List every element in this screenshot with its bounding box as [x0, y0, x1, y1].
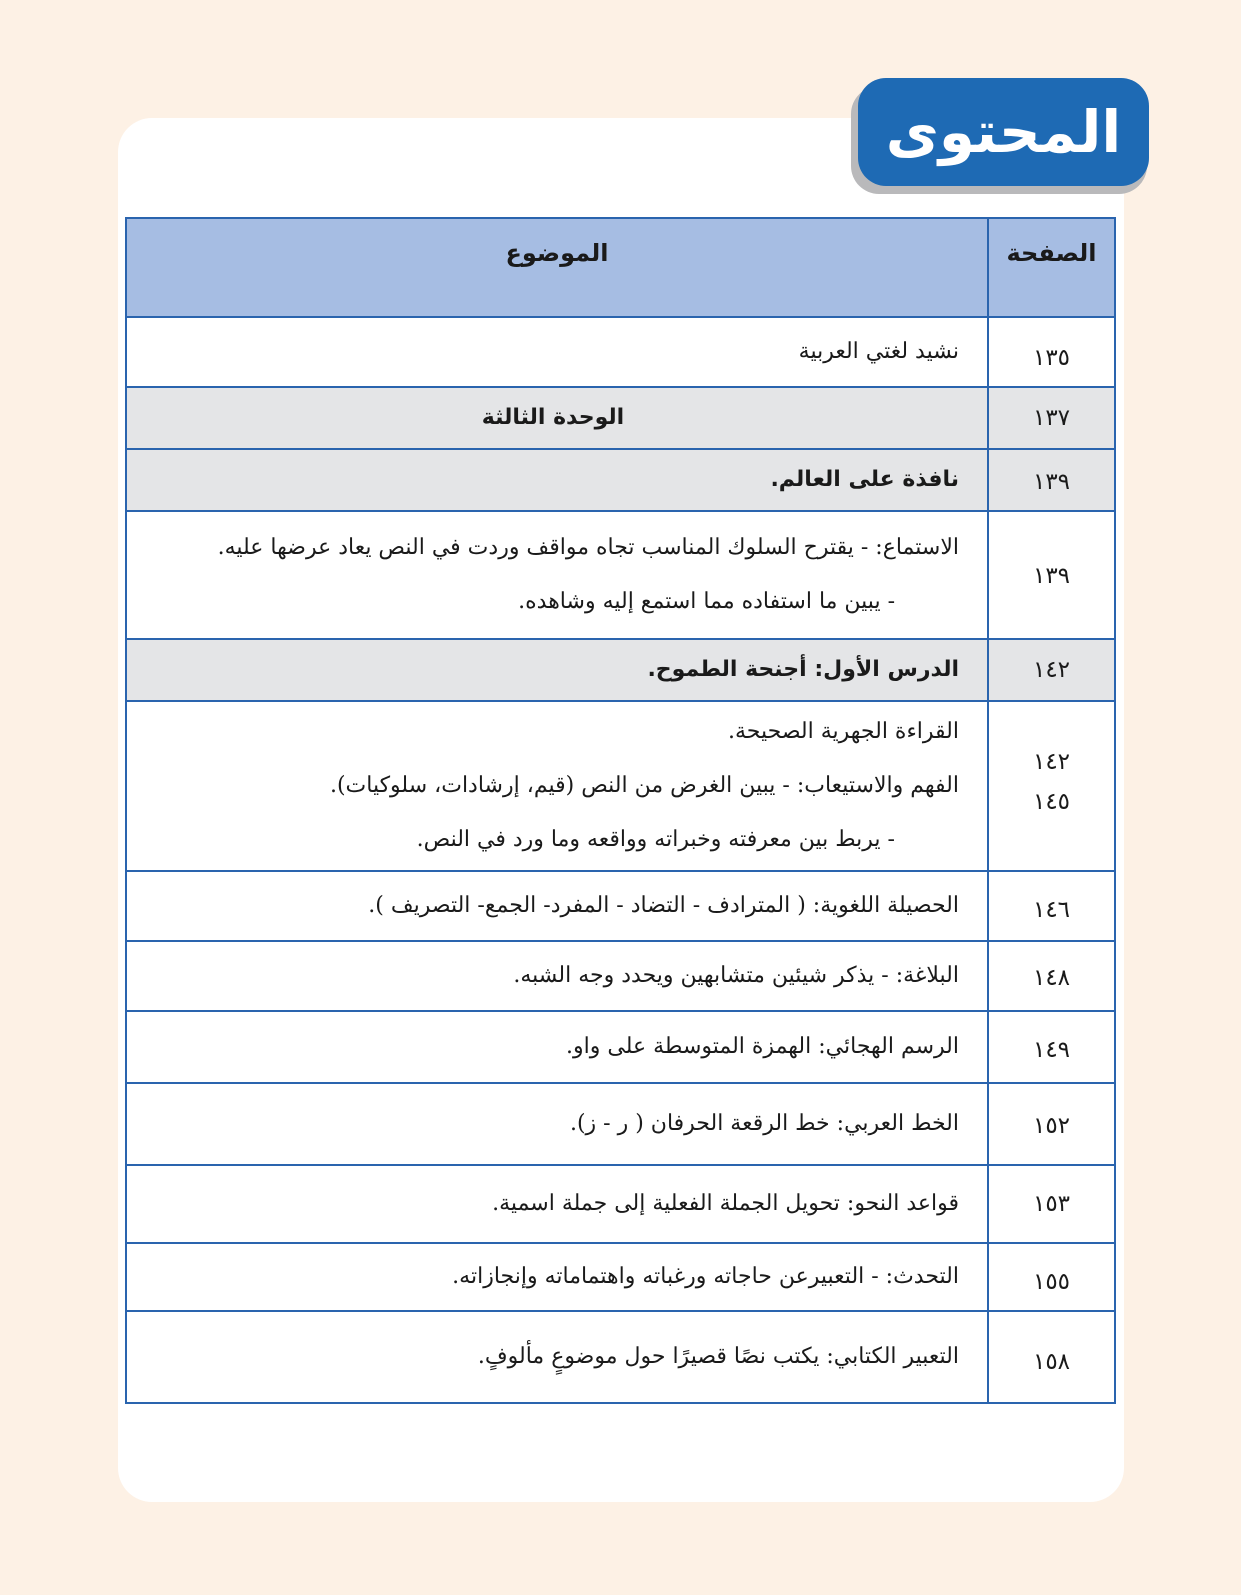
topic-line: الخط العربي: خط الرقعة الحرفان ( ر - ز).	[569, 1111, 959, 1136]
page-number: ١٤٩	[1032, 1037, 1071, 1063]
table-row	[126, 701, 1115, 871]
topic-line: التعبير الكتابي: يكتب نصًا قصيرًا حول موضوعٍ مألوفٍ.	[477, 1344, 959, 1369]
topic-cell	[126, 871, 988, 941]
topic-cell	[126, 1243, 988, 1311]
page-number-cell	[988, 317, 1115, 387]
page-number: ١٣٥	[1032, 345, 1071, 371]
topic-cell	[126, 317, 988, 387]
topic-line: القراءة الجهرية الصحيحة.	[728, 719, 959, 744]
topic-line: نافذة على العالم.	[770, 467, 959, 492]
contents-table	[125, 217, 1116, 1404]
page-number-cell	[988, 1165, 1115, 1243]
topic-cell	[126, 941, 988, 1011]
table-row	[126, 511, 1115, 639]
topic-line: الدرس الأول: أجنحة الطموح.	[647, 657, 959, 682]
topic-cell	[126, 1011, 988, 1083]
page-number: ١٣٧	[1032, 405, 1071, 431]
page-number-cell	[988, 1011, 1115, 1083]
topic-cell	[126, 449, 988, 511]
page-number: ١٥٨	[1032, 1349, 1071, 1375]
page-number-cell	[988, 941, 1115, 1011]
topic-line: الرسم الهجائي: الهمزة المتوسطة على واو.	[566, 1034, 959, 1059]
topic-cell	[126, 1311, 988, 1403]
table-row	[126, 871, 1115, 941]
page-number: ١٥٣	[1032, 1191, 1071, 1217]
topic-cell	[126, 1083, 988, 1165]
table-row	[126, 941, 1115, 1011]
topic-line: الحصيلة اللغوية: ( المترادف - التضاد - المفرد- الجمع- التصريف ).	[368, 893, 959, 918]
topic-line: الفهم والاستيعاب: - يبين الغرض من النص (قيم، إرشادات، سلوكيات).	[329, 773, 959, 798]
table-row	[126, 1083, 1115, 1165]
topic-cell	[126, 701, 988, 871]
topic-cell	[126, 511, 988, 639]
page-number-cell	[988, 701, 1115, 871]
table-row	[126, 1165, 1115, 1243]
topic-column-header: الموضوع	[126, 218, 988, 317]
table-row	[126, 387, 1115, 449]
topic-line: التحدث: - التعبيرعن حاجاته ورغباته واهتماماته وإنجازاته.	[452, 1264, 959, 1289]
topic-line: - يبين ما استفاده مما استمع إليه وشاهده.	[518, 589, 895, 614]
topic-line: - يربط بين معرفته وخبراته وواقعه وما ورد في النص.	[416, 827, 895, 852]
topic-line: قواعد النحو: تحويل الجملة الفعلية إلى جملة اسمية.	[492, 1191, 959, 1216]
page-number: ١٣٩	[1032, 563, 1071, 589]
page-number-cell	[988, 387, 1115, 449]
table-row	[126, 449, 1115, 511]
page-number: ١٤٢	[1032, 657, 1071, 683]
page-number-cell	[988, 511, 1115, 639]
page-number: ١٥٥	[1032, 1269, 1071, 1295]
table-row	[126, 639, 1115, 701]
topic-line: نشيد لغتي العربية	[798, 339, 959, 364]
page-title: المحتوى	[885, 98, 1122, 166]
topic-cell	[126, 639, 988, 701]
page-number-cell	[988, 1311, 1115, 1403]
page-number: ١٥٢	[1032, 1113, 1071, 1139]
page-number-cell	[988, 1083, 1115, 1165]
page-number-cell	[988, 639, 1115, 701]
page-number-cell	[988, 449, 1115, 511]
page-column-header: الصفحة	[988, 218, 1115, 317]
topic-cell	[126, 387, 988, 449]
table-row	[126, 1311, 1115, 1403]
page-number-cell	[988, 871, 1115, 941]
topic-cell	[126, 1165, 988, 1243]
topic-line: الوحدة الثالثة	[481, 405, 625, 430]
topic-line: الاستماع: - يقترح السلوك المناسب تجاه مواقف وردت في النص يعاد عرضها عليه.	[217, 535, 959, 560]
page-number: ١٤٢	[1032, 749, 1071, 775]
page-number: ١٤٦	[1032, 897, 1071, 923]
topic-line: البلاغة: - يذكر شيئين متشابهين ويحدد وجه الشبه.	[513, 963, 959, 988]
table-row	[126, 1243, 1115, 1311]
title-banner	[858, 78, 1149, 186]
table-header-row	[126, 218, 1115, 317]
table-row	[126, 317, 1115, 387]
page-number-cell	[988, 1243, 1115, 1311]
table-row	[126, 1011, 1115, 1083]
page-number: ١٤٥	[1032, 789, 1071, 815]
page-number: ١٣٩	[1032, 469, 1071, 495]
table-body	[126, 317, 1115, 1403]
page-number: ١٤٨	[1032, 965, 1071, 991]
